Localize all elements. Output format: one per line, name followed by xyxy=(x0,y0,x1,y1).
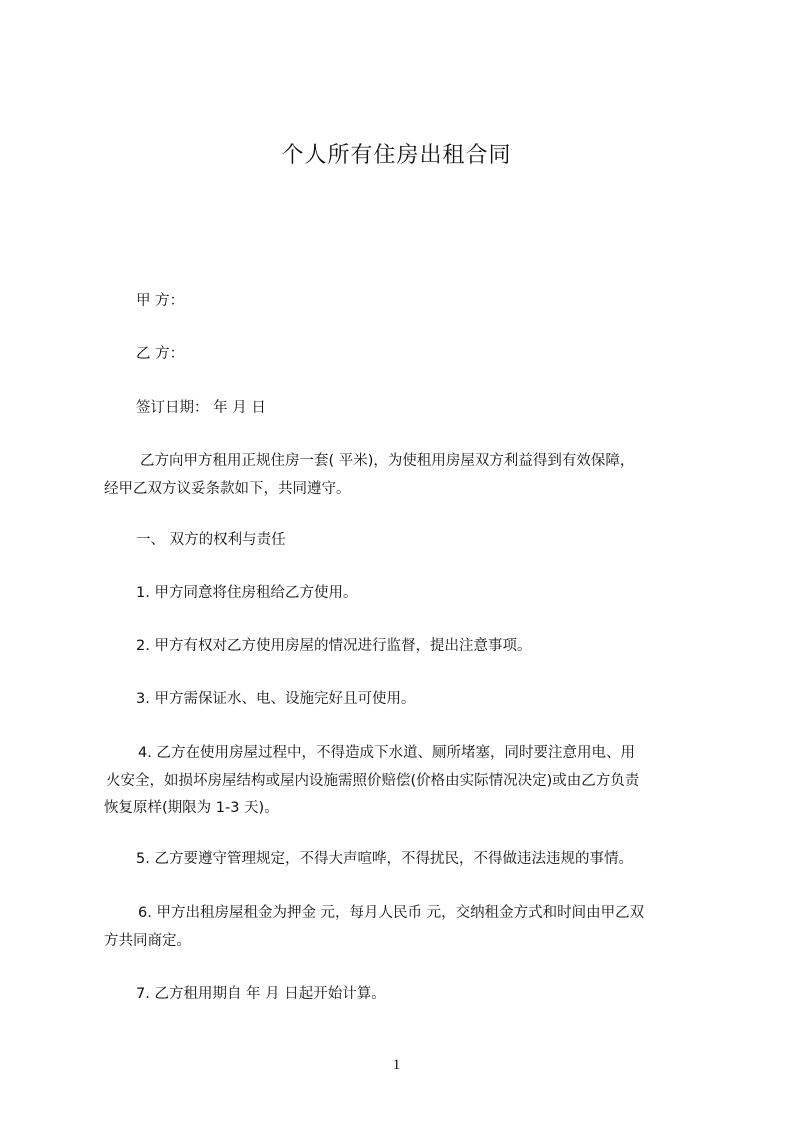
clause-item-2: 2. 甲方有权对乙方使用房屋的情况进行监督，提出注意事项。 xyxy=(136,638,532,654)
document-title: 个人所有住房出租合同 xyxy=(281,143,512,168)
clause-item-7: 7. 乙方租用期自 年 月 日起开始计算。 xyxy=(136,986,386,1002)
party-a-line: 甲 方： xyxy=(136,293,185,309)
clause-item-3: 3. 甲方需保证水、电、设施完好且可使用。 xyxy=(136,691,416,707)
clause-item-6 xyxy=(104,900,704,955)
intro-paragraph xyxy=(104,448,704,503)
clause-item-4-line-1: 4. 乙方在使用房屋过程中，不得造成下水道、厕所堵塞，同时要注意用电、用 xyxy=(138,745,635,761)
clause-item-6-line-1: 6. 甲方出租房屋租金为押金 元，每月人民币 元，交纳租金方式和时间由甲乙双 xyxy=(138,905,645,921)
clause-item-1: 1. 甲方同意将住房租给乙方使用。 xyxy=(136,585,358,601)
clause-item-4-line-2: 火安全，如损坏房屋结构或屋内设施需照价赔偿(价格由实际情况决定)或由乙方负责 xyxy=(106,772,640,789)
clause-item-5: 5. 乙方要遵守管理规定，不得大声喧哗，不得扰民，不得做违法违规的事情。 xyxy=(136,851,633,867)
clause-item-4-line-3: 恢复原样(期限为 1-3 天)。 xyxy=(104,800,279,816)
intro-line-1: 乙方向甲方租用正规住房一套( 平米)，为使租用房屋双方利益得到有效保障， xyxy=(140,453,635,469)
page-number: 1 xyxy=(392,1057,401,1073)
sign-date-line: 签订日期： 年 月 日 xyxy=(136,400,266,416)
clause-item-4 xyxy=(104,740,704,823)
party-b-line: 乙 方： xyxy=(136,346,185,362)
intro-line-2: 经甲乙双方议妥条款如下，共同遵守。 xyxy=(104,480,351,497)
clause-item-6-line-2: 方共同商定。 xyxy=(104,932,191,949)
section-1-heading: 一、 双方的权利与责任 xyxy=(136,532,286,548)
